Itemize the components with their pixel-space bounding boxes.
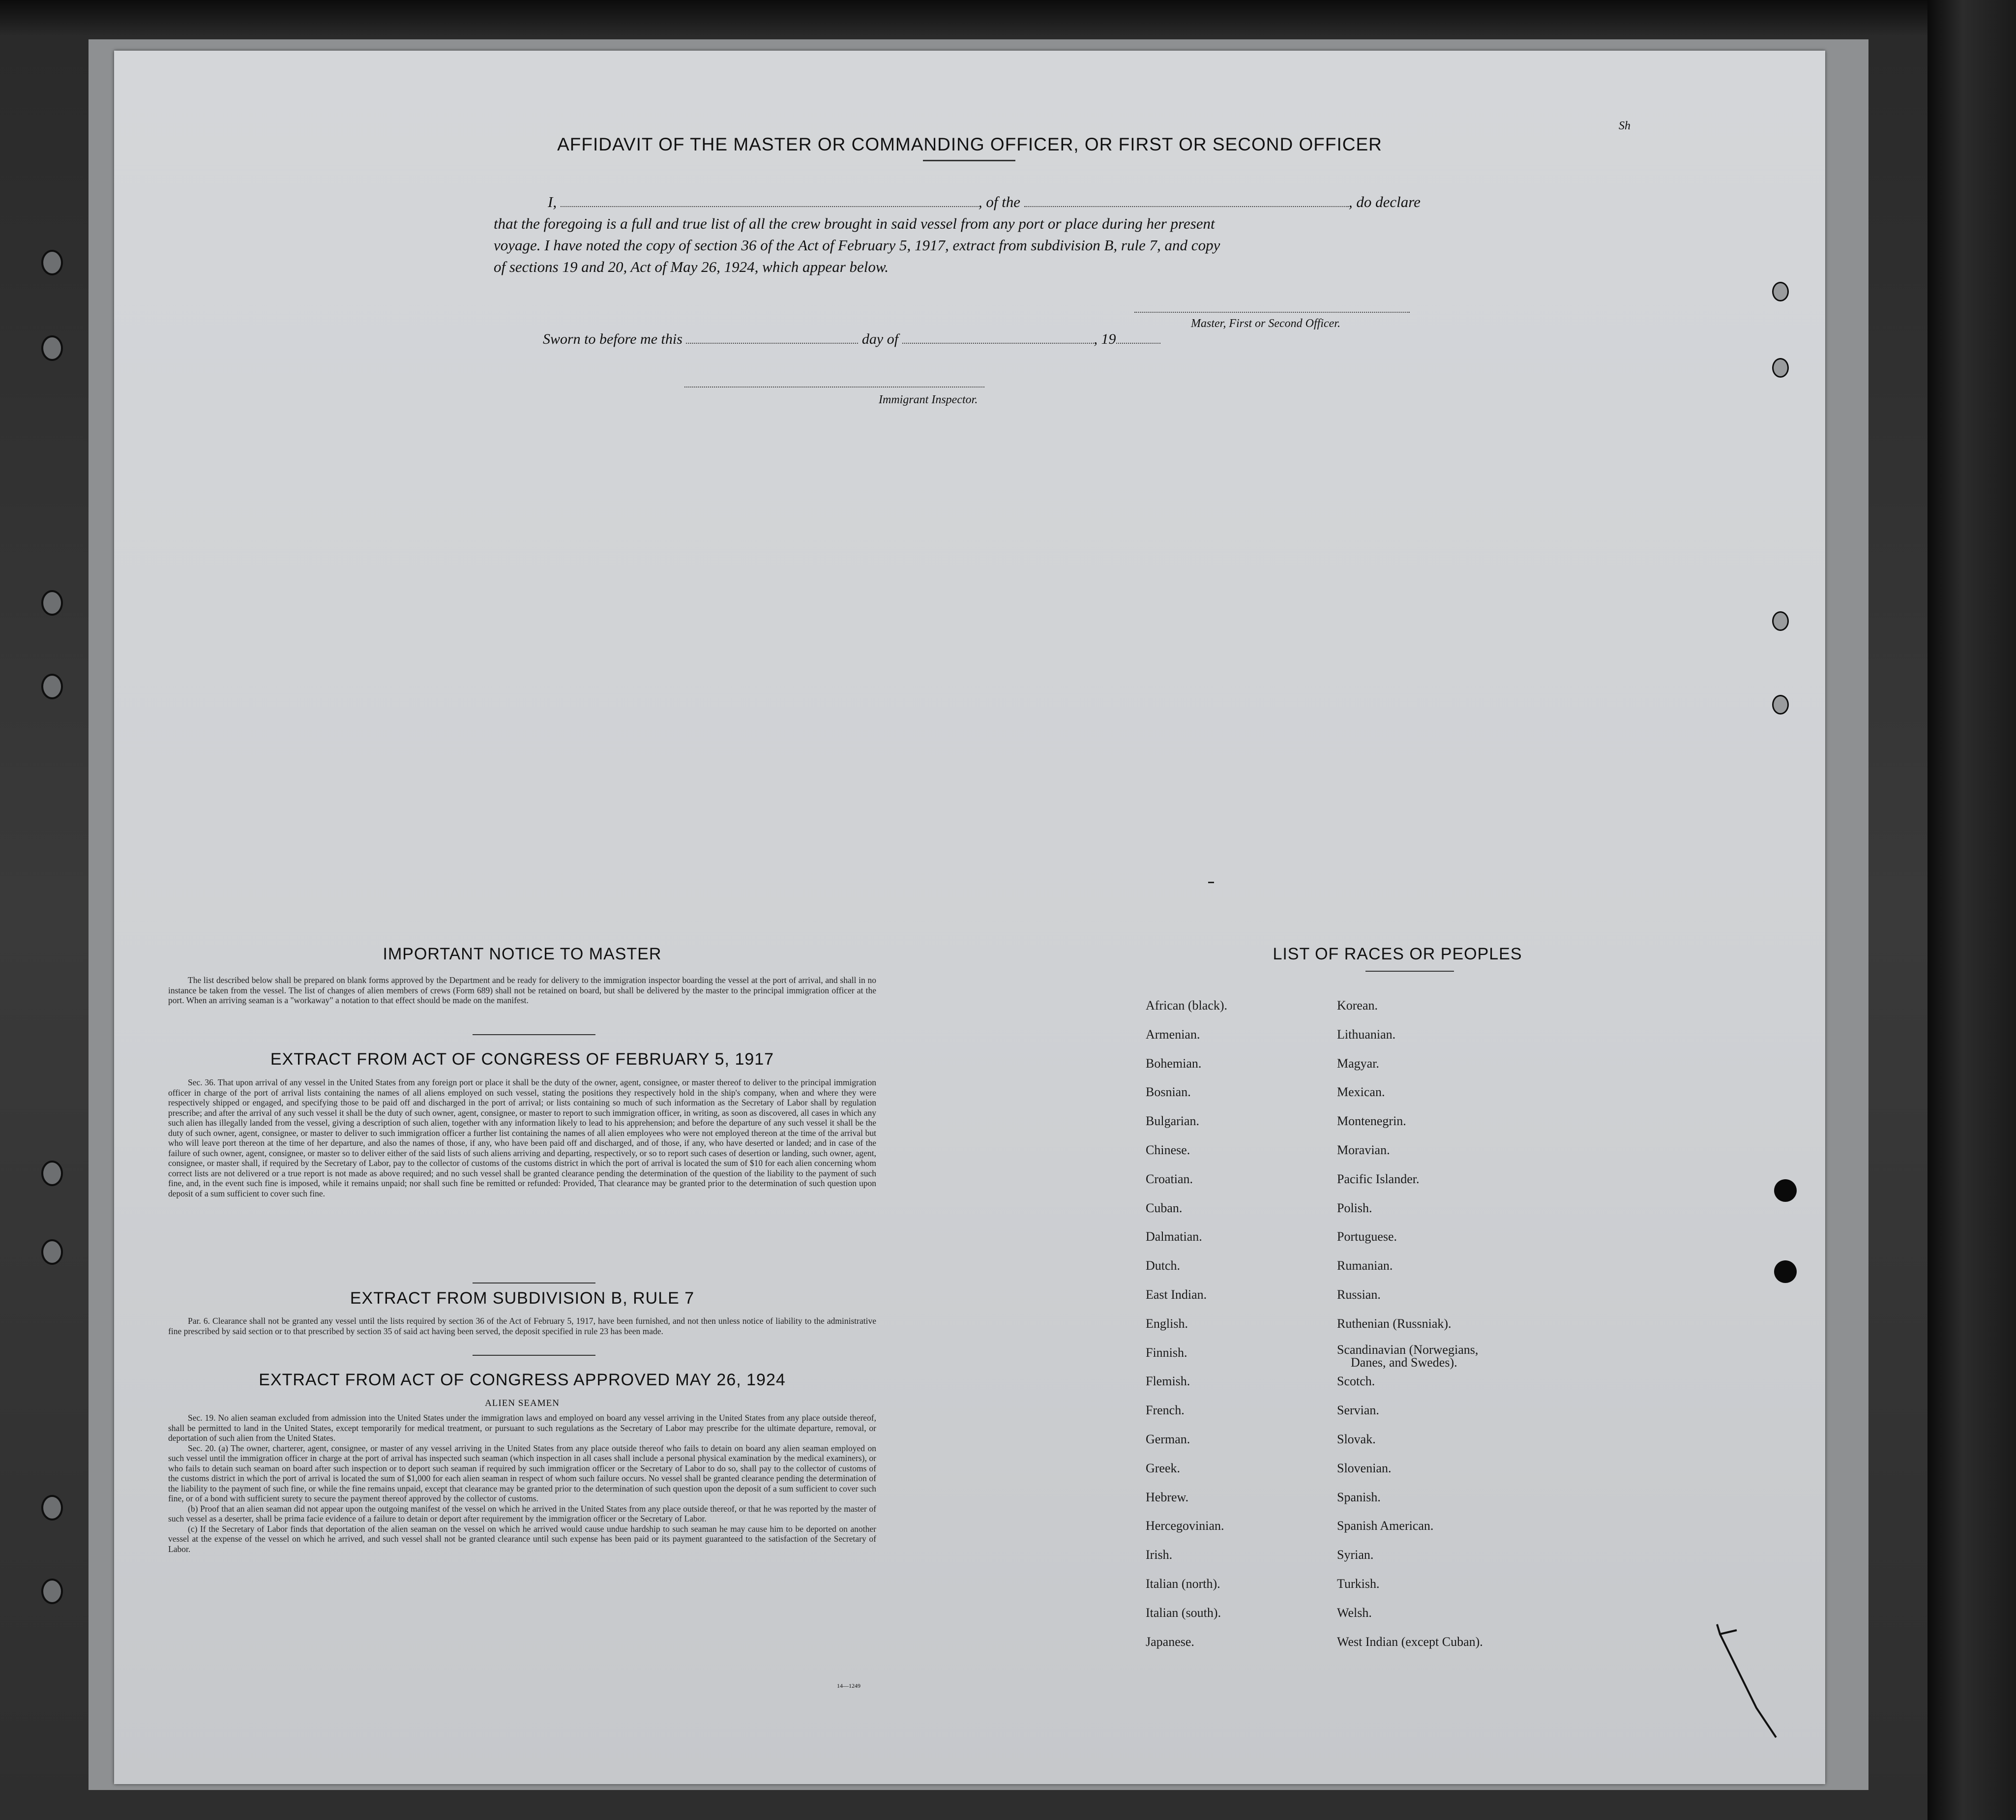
- sec19-paragraph: Sec. 19. No alien seaman excluded from admission into the United States under the immigration laws and employed on board any vessel arriving in the United States from any place outside thereof, shall be permitted to land in the United States, except temporarily for medical treatment, or pursuant to such regulations as the Secretary of Labor may prescribe for the ultimate departure, removal, or deportation of such alien from the United States.: [168, 1413, 876, 1443]
- race-item: Servian.: [1337, 1403, 1379, 1418]
- punch-hole: [1772, 282, 1789, 301]
- race-item: Italian (south).: [1146, 1605, 1221, 1620]
- race-item: Welsh.: [1337, 1605, 1372, 1620]
- inspector-signature-line[interactable]: [684, 387, 984, 388]
- stray-mark: [1208, 882, 1214, 883]
- race-item: Japanese.: [1146, 1634, 1194, 1649]
- race-item: Armenian.: [1146, 1027, 1200, 1042]
- extract-1924-body: [168, 1413, 876, 1554]
- race-item: Turkish.: [1337, 1576, 1380, 1591]
- race-item: Hebrew.: [1146, 1490, 1189, 1504]
- race-item: Finnish.: [1146, 1345, 1187, 1360]
- races-column-1: [1146, 991, 1227, 1656]
- punch-hole: [41, 1579, 63, 1604]
- notice-body: The list described below shall be prepared on blank forms approved by the Department and be ready for delivery to the immigration inspector boarding the vessel at the port of arrival, and shall in no instance be taken from the vessel. The list of changes of alien members of crews (Form 689) shall not be retained on board, but shall be delivered by the master to the principal immigration officer at the port. When an arriving seaman is a "workaway" a notation to that effect should be made on the manifest.: [168, 975, 876, 1005]
- corner-mark: Sh: [1619, 119, 1631, 132]
- race-item: Bosnian.: [1146, 1085, 1191, 1100]
- document-page: [114, 51, 1825, 1784]
- race-item: African (black).: [1146, 998, 1228, 1013]
- race-item: Scotch.: [1337, 1374, 1375, 1389]
- race-item-scandinavian: Scandinavian (Norwegians,: [1337, 1342, 1479, 1357]
- punch-hole: [41, 674, 63, 699]
- race-item: Flemish.: [1146, 1374, 1190, 1389]
- punch-hole: [1772, 611, 1789, 631]
- name-blank[interactable]: [561, 206, 978, 207]
- race-item: Polish.: [1337, 1200, 1372, 1215]
- race-item: Mexican.: [1337, 1085, 1385, 1100]
- race-item: Hercegovinian.: [1146, 1519, 1224, 1533]
- sec20b-paragraph: (b) Proof that an alien seaman did not appear upon the outgoing manifest of the vessel on which he arrived in the United States from any place outside thereof, or that he was reported by the master of such vessel as a deserter, shall be prima facie evidence of a failure to detain or deport after requirement by the immigration officer or the Secretary of Labor.: [168, 1503, 876, 1523]
- race-item: Irish.: [1146, 1548, 1173, 1562]
- race-item: East Indian.: [1146, 1287, 1207, 1302]
- extract-1917-body: Sec. 36. That upon arrival of any vessel in the United States from any foreign port or place it shall be the duty of the owner, agent, consignee, or master thereof to deliver to the principal immigration officer in charge of the port of arrival lists containing the names of all aliens employed on such vessel, stating the positions they respectively hold in the ship's company, when and where they were respectively shipped or engaged, and specifying those to be paid off and discharged in the port of arrival; or lists containing so much of such information as the Secretary of Labor shall by regulation prescribe; and after the arrival of any such vessel it shall be the duty of such owner, agent, consignee, or master to report to such immigration officer, in writing, as soon as discovered, all cases in which any such alien has illegally landed from the vessel, giving a description of such alien, together with any information likely to lead to his apprehension; and before the departure of any such vessel it shall be the duty of such owner, agent, consignee, or master to deliver to such immigration officer a further list containing the names of all alien employees who were not employed thereon at the time of the arrival but who will leave port thereon at the time of her departure, and also the names of those, if any, who have been paid off and discharged, and of those, if any, who have deserted or landed; and in case of the failure of such owner, agent, consignee, or master so to deliver either of the said lists of such aliens arriving and departing, respectively, or so to report such cases of desertion or landing, such owner, agent, consignee, or master shall, if required by the Secretary of Labor, pay to the collector of customs of the customs district in which the port of arrival is located the sum of $10 for each alien concerning whom correct lists are not delivered or a true report is not made as above required; and no such vessel shall be granted clearance pending the determination of the question of the liability to the payment of such fine, and, in the event such fine is imposed, while it remains unpaid; nor shall such fine be remitted or refunded: Provided, That clearance may be granted prior to the determination of such question upon deposit of a sum sufficient to cover such fine.: [168, 1077, 876, 1198]
- race-item: Cuban.: [1146, 1200, 1183, 1215]
- races-column-2: [1337, 991, 1483, 1656]
- race-item: Syrian.: [1337, 1548, 1374, 1562]
- rule7-title: EXTRACT FROM SUBDIVISION B, RULE 7: [350, 1289, 695, 1308]
- race-item-scandinavian-cont: Danes, and Swedes).: [1351, 1355, 1457, 1370]
- race-item: Bohemian.: [1146, 1056, 1202, 1071]
- inspector-label: Immigrant Inspector.: [879, 393, 978, 406]
- divider: [473, 1034, 595, 1035]
- punch-hole: [41, 335, 63, 361]
- declaration-line-2: that the foregoing is a full and true list of all the crew brought in said vessel from any port or place during her present: [494, 215, 1215, 232]
- do-declare-label: , do declare: [1348, 193, 1421, 210]
- sworn-month-blank[interactable]: [902, 343, 1094, 344]
- rule7-body: Par. 6. Clearance shall not be granted any vessel until the lists required by section 36 of the Act of February 5, 1917, have been furnished, and not then unless notice of liability to the administrative fine prescribed by said section or to that prescribed by section 35 of said act having been served, the deposit specified in rule 23 has been made.: [168, 1316, 876, 1336]
- form-number: 14—1249: [837, 1682, 860, 1689]
- black-dot: [1774, 1260, 1797, 1283]
- extract-1924-title: EXTRACT FROM ACT OF CONGRESS APPROVED MAY 26, 1924: [259, 1371, 786, 1389]
- race-item: Portuguese.: [1337, 1229, 1397, 1244]
- race-item: German.: [1146, 1432, 1190, 1446]
- affidavit-title: AFFIDAVIT OF THE MASTER OR COMMANDING OFFICER, OR FIRST OR SECOND OFFICER: [557, 134, 1382, 154]
- handwritten-mark: [1707, 1619, 1781, 1747]
- declaration-line-3: voyage. I have noted the copy of section 36 of the Act of February 5, 1917, extract from subdivision B, rule 7, and copy: [494, 237, 1220, 254]
- race-item: Rumanian.: [1337, 1258, 1393, 1273]
- race-item: French.: [1146, 1403, 1185, 1418]
- races-title-underline: [1365, 971, 1454, 972]
- race-item: Spanish American.: [1337, 1519, 1434, 1533]
- extract-1917-title: EXTRACT FROM ACT OF CONGRESS OF FEBRUARY 5, 1917: [270, 1050, 774, 1069]
- sworn-year-blank[interactable]: [1116, 343, 1160, 344]
- race-item: Slovak.: [1337, 1432, 1376, 1446]
- punch-hole: [41, 590, 63, 616]
- race-item: Greek.: [1146, 1461, 1181, 1475]
- punch-hole: [1772, 695, 1789, 715]
- race-item: English.: [1146, 1316, 1188, 1331]
- race-item: West Indian (except Cuban).: [1337, 1634, 1483, 1649]
- sec20a-paragraph: Sec. 20. (a) The owner, charterer, agent, consignee, or master of any vessel arriving in the United States from any place outside thereof who fails to detain on board any alien seaman employed on such vessel until the immigration officer in charge at the port of arrival has inspected such seaman (which inspection in all cases shall include a personal physical examination by the medical examiners), or who fails to detain such seaman on board after such inspection or to deport such seaman if required by such immigration officer or the Secretary of Labor to do so, shall pay to the collector of customs of the customs district in which the port of arrival is located the sum of $1,000 for each alien seaman in respect of whom such failure occurs. No vessel shall be granted clearance pending the determination of the liability to the payment of such fine, or while the fine remains unpaid, except that clearance may be granted prior to the determination of such question upon the deposit of a sum sufficient to cover such fine, or of a bond with sufficient surety to secure the payment thereof approved by the collector of customs.: [168, 1443, 876, 1503]
- race-item: Magyar.: [1337, 1056, 1379, 1071]
- punch-hole: [41, 1239, 63, 1265]
- year-label: , 19: [1094, 331, 1116, 347]
- declaration-line-4: of sections 19 and 20, Act of May 26, 1924, which appear below.: [494, 258, 889, 275]
- race-item: Ruthenian (Russniak).: [1337, 1316, 1452, 1331]
- alien-seamen-subtitle: ALIEN SEAMEN: [485, 1398, 560, 1408]
- races-title: LIST OF RACES OR PEOPLES: [1273, 945, 1522, 963]
- race-item: Croatian.: [1146, 1171, 1193, 1186]
- race-item: Montenegrin.: [1337, 1114, 1406, 1129]
- sworn-label: Sworn to before me this: [543, 331, 682, 347]
- signature-line[interactable]: [1134, 312, 1410, 313]
- race-item: Italian (north).: [1146, 1576, 1220, 1591]
- day-of-label: day of: [861, 331, 899, 347]
- declaration-line-1: [494, 191, 1556, 213]
- punch-hole: [41, 250, 63, 275]
- divider: [473, 1355, 595, 1356]
- race-item: Korean.: [1337, 998, 1378, 1013]
- race-item: Dalmatian.: [1146, 1229, 1202, 1244]
- punch-hole: [41, 1495, 63, 1521]
- sec20c-paragraph: (c) If the Secretary of Labor finds that deportation of the alien seaman on the vessel on which he arrived would cause undue hardship to such seaman he may cause him to be deported on another vessel at the expense of the vessel on which he arrived, and such vessel shall not be granted clearance until such expense has been paid or its payment guaranteed to the satisfaction of the Secretary of Labor.: [168, 1523, 876, 1554]
- notice-title: IMPORTANT NOTICE TO MASTER: [383, 945, 662, 963]
- sworn-day-blank[interactable]: [686, 343, 858, 344]
- punch-hole: [41, 1161, 63, 1186]
- signature-label: Master, First or Second Officer.: [1191, 317, 1340, 330]
- punch-hole: [1772, 358, 1789, 378]
- scan-dark-edge: [1927, 0, 2016, 1820]
- race-item: Russian.: [1337, 1287, 1381, 1302]
- race-item: Dutch.: [1146, 1258, 1181, 1273]
- race-item: Pacific Islander.: [1337, 1171, 1420, 1186]
- title-underline: [923, 160, 1015, 161]
- i-label: I,: [548, 193, 557, 210]
- race-item: Chinese.: [1146, 1142, 1190, 1157]
- sworn-line: [543, 331, 1160, 348]
- race-item: Slovenian.: [1337, 1461, 1392, 1475]
- vessel-blank[interactable]: [1024, 206, 1349, 207]
- race-item: Bulgarian.: [1146, 1114, 1200, 1129]
- race-item: Spanish.: [1337, 1490, 1381, 1504]
- race-item: Lithuanian.: [1337, 1027, 1396, 1042]
- of-the-label: , of the: [978, 193, 1021, 210]
- race-item: Moravian.: [1337, 1142, 1390, 1157]
- black-dot: [1774, 1179, 1797, 1202]
- race-item: [1337, 1339, 1483, 1368]
